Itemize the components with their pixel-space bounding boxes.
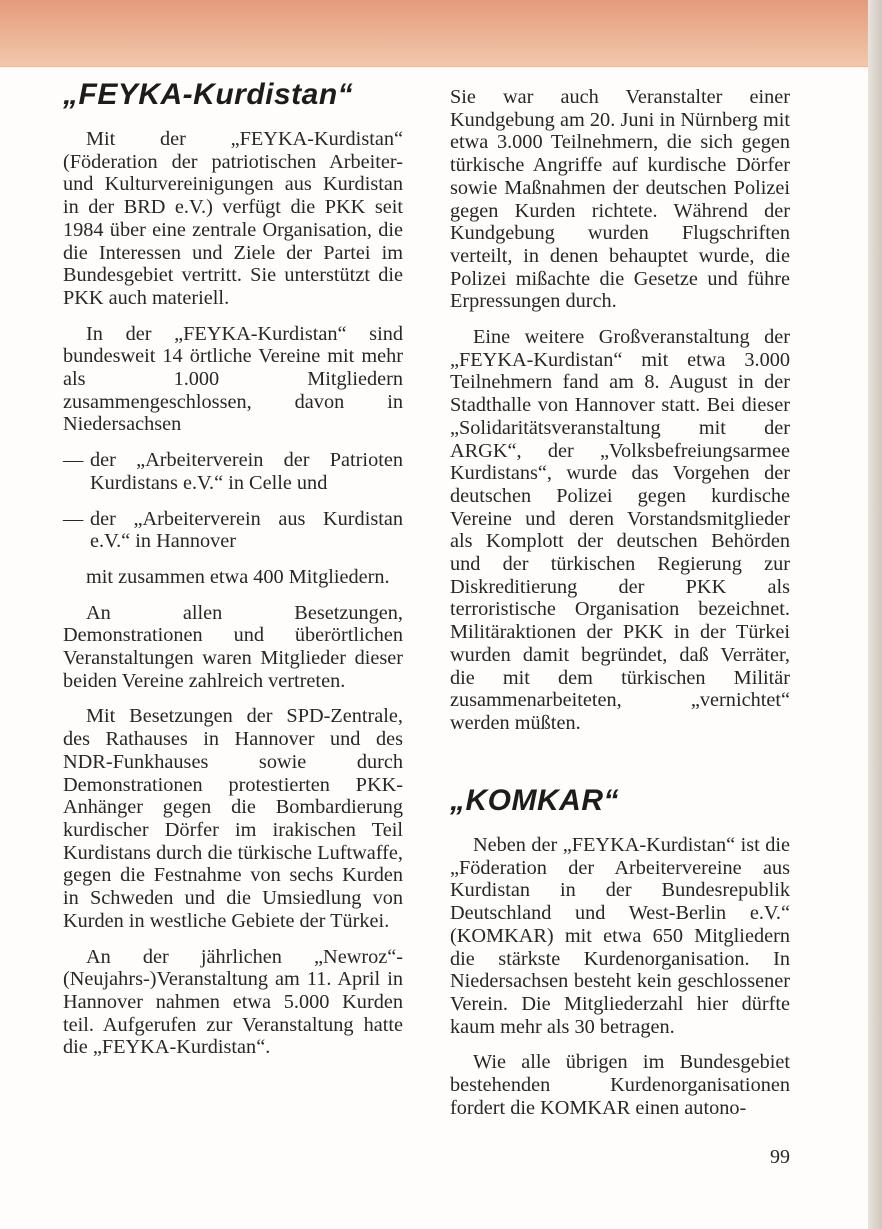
paragraph: In der „FEYKA-Kurdistan“ sind bundesweit 14 örtliche Vereine mit mehr als 1.000 Mitgliedern zusammengeschlossen, davon in Niedersachsen bbox=[63, 322, 403, 436]
paragraph: Neben der „FEYKA-Kurdistan“ ist die „Föderation der Arbeitervereine aus Kurdistan in der Bundesrepublik Deutschland und West-Berlin e.V.“ (KOMKAR) mit etwa 650 Mitgliedern die stärkste Kurdenorganisation. In Niedersachsen besteht kein geschlossener Verein. Die Mitgliederzahl hier dürfte kaum mehr als 30 betragen. bbox=[450, 834, 790, 1038]
paragraph: mit zusammen etwa 400 Mitgliedern. bbox=[86, 565, 390, 588]
list-item bbox=[63, 508, 403, 553]
right-column-bottom bbox=[450, 784, 790, 1132]
paragraph: An allen Besetzungen, Demonstrationen und überörtlichen Veranstaltungen waren Mitglieder dieser beiden Vereine zahlreich vertreten. bbox=[63, 601, 403, 692]
list-item-text: der „Arbeiterverein aus Kurdistan e.V.“ in Hannover bbox=[90, 507, 403, 553]
paragraph: Wie alle übrigen im Bundesgebiet bestehenden Kurdenorganisationen fordert die KOMKAR einen autono- bbox=[450, 1051, 790, 1119]
left-column bbox=[63, 78, 403, 1072]
dash-bullet: — bbox=[63, 507, 84, 530]
page-number: 99 bbox=[770, 1146, 790, 1168]
list-item-text: der „Arbeiterverein der Patrioten Kurdistans e.V.“ in Celle und bbox=[90, 449, 403, 494]
paragraph: Mit der „FEYKA-Kurdistan“ (Föderation der patriotischen Arbeiter- und Kulturvereinigungen aus Kurdistan in der BRD e.V.) verfügt die PKK seit 1984 über eine zentrale Organisation, die die Interessen und Ziele der Partei im Bundesgebiet vertritt. Sie unterstützt die PKK auch materiell. bbox=[63, 128, 403, 309]
list-item bbox=[63, 449, 403, 494]
header-band bbox=[0, 0, 882, 67]
section-heading-feyka: „FEYKA-Kurdistan“ bbox=[63, 78, 354, 111]
right-column-top bbox=[450, 86, 790, 748]
paragraph: Sie war auch Veranstalter einer Kundgebung am 20. Juni in Nürnberg mit etwa 3.000 Teilnehmern, die sich gegen türkische Angriffe auf kurdische Dörfer sowie Maßnahmen der deutschen Polizei gegen Kurden richtete. Während der Kundgebung wurden Flugschriften verteilt, in denen behauptet wurde, die Polizei mißachte die Gesetze und führe Erpressungen durch. bbox=[450, 86, 790, 313]
paragraph: An der jährlichen „Newroz“-(Neujahrs-)Veranstaltung am 11. April in Hannover nahmen etwa 5.000 Kurden teil. Aufgerufen zur Veranstaltung hatte die „FEYKA-Kurdistan“. bbox=[63, 945, 403, 1059]
paragraph: Mit Besetzungen der SPD-Zentrale, des Rathauses in Hannover und des NDR-Funkhauses sowie durch Demonstrationen protestierten PKK-Anhänger gegen die Bombardierung kurdischer Dörfer im irakischen Teil Kurdistans durch die türkische Luftwaffe, gegen die Festnahme von sechs Kurden in Schweden und die Umsiedlung von Kurden in westliche Gebiete der Türkei. bbox=[63, 705, 403, 932]
paragraph: Eine weitere Großveranstaltung der „FEYKA-Kurdistan“ mit etwa 3.000 Teilnehmern fand am 8. August in der Stadthalle von Hannover statt. Bei dieser „Solidaritätsveranstaltung mit der ARGK“, der „Volksbefreiungsarmee Kurdistans“, wurde das Vorgehen der deutschen Polizei gegen kurdische Vereine und deren Vorstandsmitglieder als Komplott der deutschen Behörden und der türkischen Regierung zur Diskreditierung der PKK als terroristische Organisation bezeichnet. Militäraktionen der PKK in der Türkei wurden damit begründet, daß Verräter, die mit dem türkischen Militär zusammenarbeiteten, „vernichtet“ werden müßten. bbox=[450, 326, 790, 734]
dash-bullet: — bbox=[63, 449, 84, 472]
section-heading-komkar: „KOMKAR“ bbox=[450, 784, 619, 817]
page-edge bbox=[868, 0, 882, 1229]
